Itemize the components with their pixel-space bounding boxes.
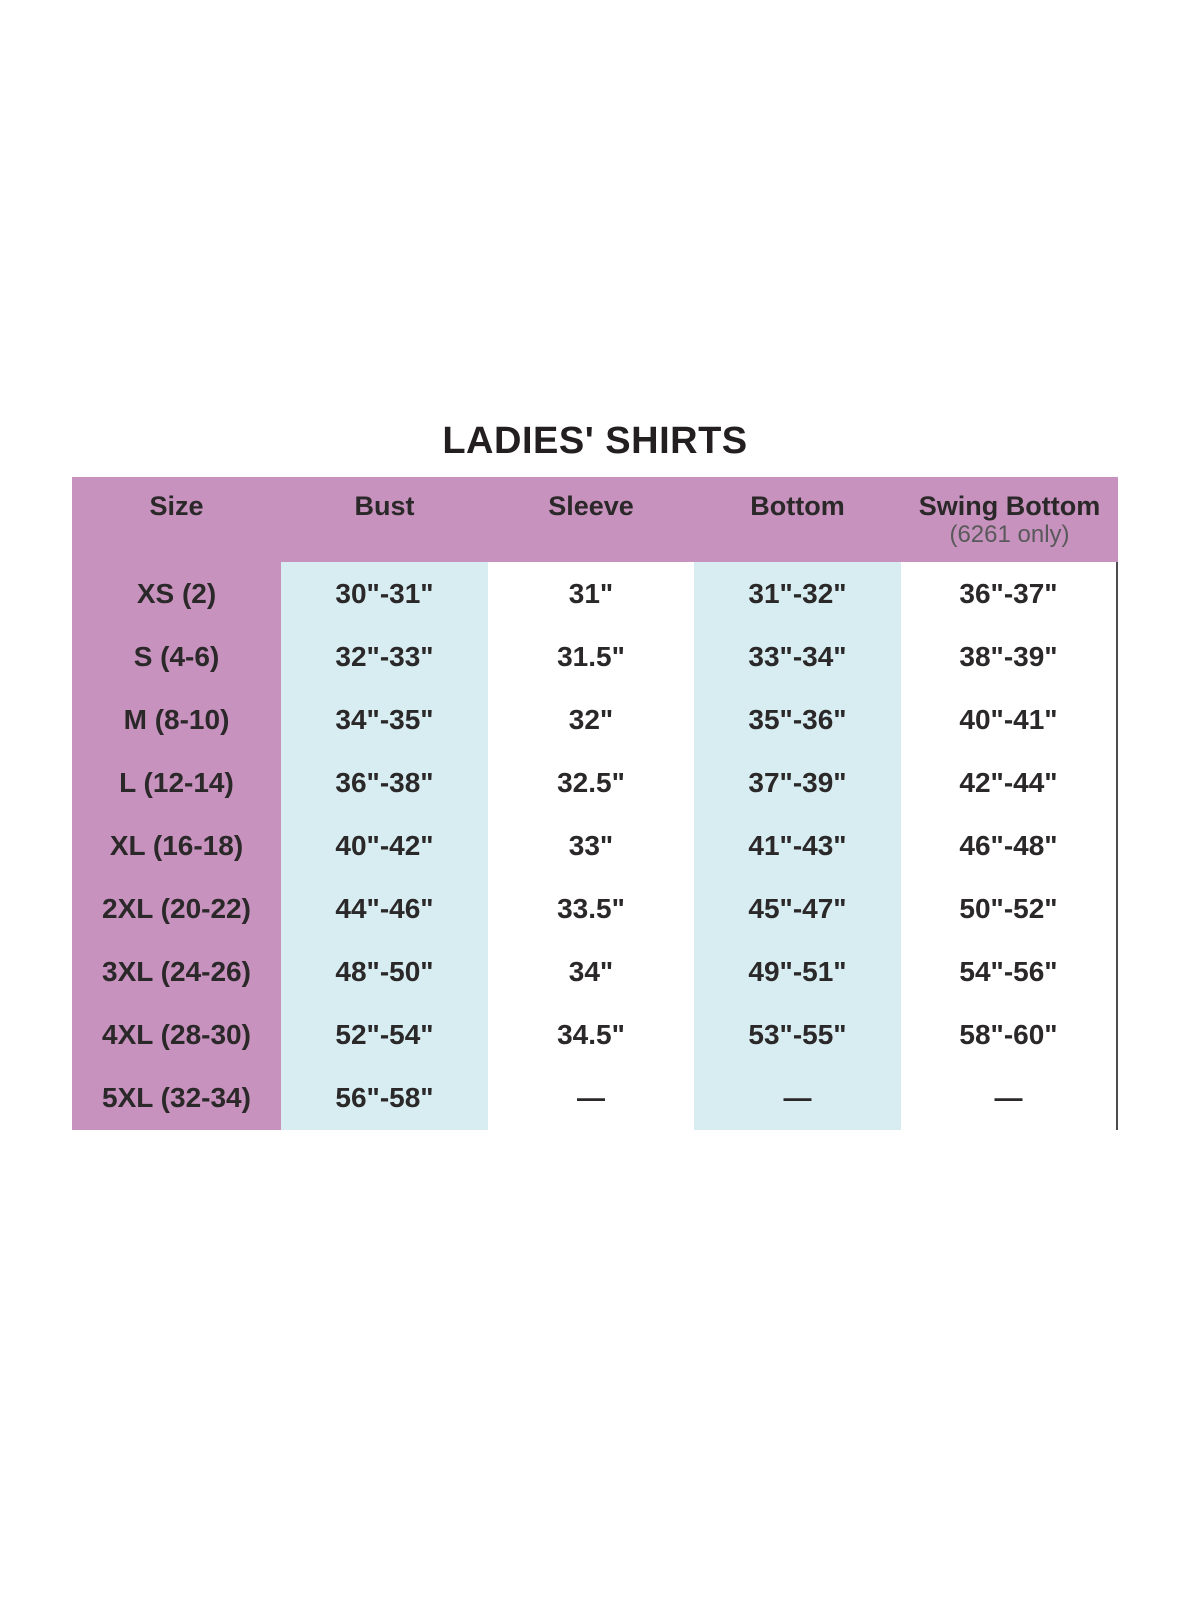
header-cell-swing-bottom [901, 477, 1118, 562]
cell-bust: 32"-33" [281, 625, 488, 688]
cell-sleeve: 34.5" [488, 1004, 694, 1067]
header-swing-bottom-label: Swing Bottom [918, 491, 1101, 521]
cell-bust: 36"-38" [281, 751, 488, 814]
cell-swing-bottom: 58"-60" [901, 1004, 1118, 1067]
cell-bust: 30"-31" [281, 562, 488, 625]
cell-swing-bottom: 54"-56" [901, 941, 1118, 1004]
cell-size: XS (2) [72, 562, 281, 625]
header-cell-sleeve: Sleeve [548, 491, 634, 521]
table-body [72, 562, 1118, 1130]
header-row [72, 477, 1118, 562]
cell-swing-bottom: 38"-39" [901, 625, 1118, 688]
cell-swing-bottom: 36"-37" [901, 562, 1118, 625]
cell-bust: 44"-46" [281, 877, 488, 940]
cell-sleeve: 31.5" [488, 625, 694, 688]
cell-bottom: 41"-43" [694, 814, 901, 877]
cell-size: 4XL (28-30) [72, 1004, 281, 1067]
cell-sleeve: — [488, 1067, 694, 1130]
cell-bottom: 35"-36" [694, 688, 901, 751]
cell-bottom: 49"-51" [694, 941, 901, 1004]
cell-bottom: 31"-32" [694, 562, 901, 625]
header-cell-bottom: Bottom [750, 491, 845, 521]
cell-size: L (12-14) [72, 751, 281, 814]
cell-swing-bottom: 46"-48" [901, 814, 1118, 877]
header-swing-bottom-subnote: (6261 only) [949, 521, 1070, 548]
cell-bottom: 53"-55" [694, 1004, 901, 1067]
cell-sleeve: 32.5" [488, 751, 694, 814]
header-cell-size: Size [149, 491, 204, 521]
cell-bust: 34"-35" [281, 688, 488, 751]
cell-bust: 52"-54" [281, 1004, 488, 1067]
cell-swing-bottom: — [901, 1067, 1118, 1130]
cell-size: M (8-10) [72, 688, 281, 751]
cell-swing-bottom: 50"-52" [901, 877, 1118, 940]
cell-size: 2XL (20-22) [72, 877, 281, 940]
cell-bottom: 45"-47" [694, 877, 901, 940]
cell-size: S (4-6) [72, 625, 281, 688]
cell-bust: 56"-58" [281, 1067, 488, 1130]
cell-sleeve: 31" [488, 562, 694, 625]
size-chart-table [72, 477, 1118, 1130]
header-cell-bust: Bust [354, 491, 415, 521]
cell-bottom: 37"-39" [694, 751, 901, 814]
chart-title: LADIES' SHIRTS [442, 420, 748, 462]
cell-swing-bottom: 42"-44" [901, 751, 1118, 814]
cell-sleeve: 32" [488, 688, 694, 751]
cell-sleeve: 33.5" [488, 877, 694, 940]
cell-bottom: 33"-34" [694, 625, 901, 688]
cell-size: 5XL (32-34) [72, 1067, 281, 1130]
cell-sleeve: 34" [488, 941, 694, 1004]
cell-size: 3XL (24-26) [72, 941, 281, 1004]
cell-swing-bottom: 40"-41" [901, 688, 1118, 751]
cell-sleeve: 33" [488, 814, 694, 877]
cell-size: XL (16-18) [72, 814, 281, 877]
cell-bottom: — [694, 1067, 901, 1130]
cell-bust: 48"-50" [281, 941, 488, 1004]
cell-bust: 40"-42" [281, 814, 488, 877]
